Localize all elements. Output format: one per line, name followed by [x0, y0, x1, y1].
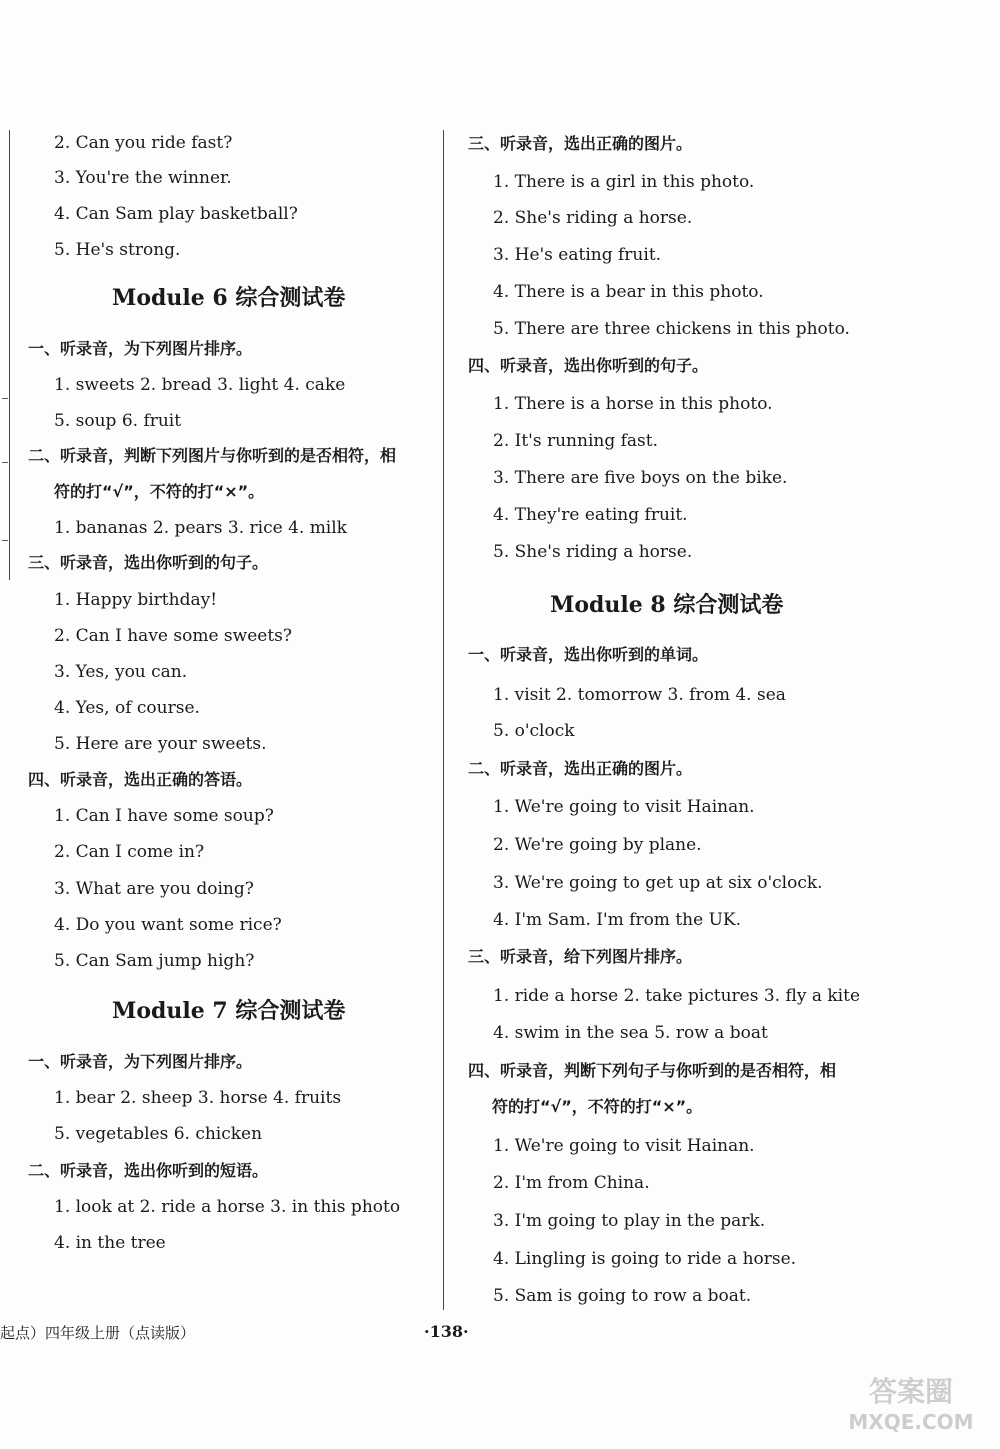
- section-heading: 四、听录音，判断下列句子与你听到的是否相符，相: [468, 1061, 837, 1080]
- watermark-url: MXQE.COM: [848, 1410, 974, 1434]
- list-item: 3. We're going to get up at six o'clock.: [493, 873, 823, 893]
- list-item: 5. vegetables 6. chicken: [54, 1124, 263, 1144]
- list-item: 2. She's riding a horse.: [493, 208, 693, 228]
- list-item: 5. She's riding a horse.: [493, 542, 693, 562]
- list-item: 3. Yes, you can.: [54, 662, 188, 682]
- margin-tick: [2, 462, 8, 463]
- list-item: 3. You're the winner.: [54, 168, 232, 188]
- list-item: 3. He's eating fruit.: [493, 245, 662, 265]
- list-item: 3. I'm going to play in the park.: [493, 1211, 766, 1231]
- list-item: 5. There are three chickens in this photo.: [493, 319, 850, 339]
- list-item: 1. visit 2. tomorrow 3. from 4. sea: [493, 685, 786, 705]
- list-item: 4. Do you want some rice?: [54, 915, 282, 935]
- list-item: 4. They're eating fruit.: [493, 505, 688, 525]
- list-item: 1. bear 2. sheep 3. horse 4. fruits: [54, 1088, 342, 1108]
- section-heading: 二、听录音，选出你听到的短语。: [28, 1161, 269, 1180]
- list-item: 3. There are five boys on the bike.: [493, 468, 788, 488]
- list-item: 1. We're going to visit Hainan.: [493, 1136, 755, 1156]
- module-title: Module 8 综合测试卷: [550, 592, 784, 618]
- list-item: 1. There is a horse in this photo.: [493, 394, 773, 414]
- watermark-logo: [836, 1367, 986, 1437]
- module-title: Module 7 综合测试卷: [112, 998, 346, 1024]
- column-divider: [443, 130, 444, 1310]
- list-item: 2. Can I come in?: [54, 842, 205, 862]
- list-item: 3. What are you doing?: [54, 879, 254, 899]
- section-heading: 二、听录音，选出正确的图片。: [468, 759, 693, 778]
- list-item: 1. There is a girl in this photo.: [493, 172, 755, 192]
- margin-tick: [2, 398, 8, 399]
- list-item: 5. Here are your sweets.: [54, 734, 267, 754]
- list-item: 2. It's running fast.: [493, 431, 659, 451]
- list-item: 1. look at 2. ride a horse 3. in this photo: [54, 1197, 401, 1217]
- section-heading: 一、听录音，为下列图片排序。: [28, 1052, 253, 1071]
- list-item: 5. Can Sam jump high?: [54, 951, 255, 971]
- section-heading: 三、听录音，选出你听到的句子。: [28, 553, 269, 572]
- section-heading: 一、听录音，为下列图片排序。: [28, 339, 253, 358]
- margin-tick: [2, 540, 8, 541]
- page-number: ·138·: [424, 1322, 469, 1341]
- section-heading: 一、听录音，选出你听到的单词。: [468, 645, 709, 664]
- list-item: 1. Happy birthday!: [54, 590, 218, 610]
- list-item: 1. Can I have some soup?: [54, 806, 274, 826]
- list-item: 2. Can you ride fast?: [54, 133, 233, 153]
- list-item: 5. o'clock: [493, 721, 575, 741]
- section-heading: 三、听录音，选出正确的图片。: [468, 134, 693, 153]
- list-item: 1. sweets 2. bread 3. light 4. cake: [54, 375, 346, 395]
- watermark-text: 答案圈: [868, 1375, 954, 1408]
- list-item: 4. Yes, of course.: [54, 698, 200, 718]
- section-heading: 二、听录音，判断下列图片与你听到的是否相符，相: [28, 446, 397, 465]
- section-heading: 四、听录音，选出正确的答语。: [28, 770, 253, 789]
- list-item: 5. He's strong.: [54, 240, 181, 260]
- left-margin-rule: [9, 130, 10, 580]
- list-item: 5. soup 6. fruit: [54, 411, 182, 431]
- list-item: 1. ride a horse 2. take pictures 3. fly a kite: [493, 986, 861, 1006]
- list-item: 4. in the tree: [54, 1233, 166, 1253]
- list-item: 4. I'm Sam. I'm from the UK.: [493, 910, 742, 930]
- list-item: 4. Lingling is going to ride a horse.: [493, 1249, 797, 1269]
- list-item: 4. Can Sam play basketball?: [54, 204, 298, 224]
- list-item: 5. Sam is going to row a boat.: [493, 1286, 752, 1306]
- section-heading-continued: 符的打“√”，不符的打“×”。: [492, 1097, 703, 1116]
- list-item: 4. swim in the sea 5. row a boat: [493, 1023, 768, 1043]
- list-item: 1. bananas 2. pears 3. rice 4. milk: [54, 518, 347, 538]
- list-item: 2. We're going by plane.: [493, 835, 702, 855]
- module-title: Module 6 综合测试卷: [112, 285, 346, 311]
- list-item: 2. I'm from China.: [493, 1173, 650, 1193]
- section-heading: 三、听录音，给下列图片排序。: [468, 947, 693, 966]
- list-item: 4. There is a bear in this photo.: [493, 282, 764, 302]
- section-heading: 四、听录音，选出你听到的句子。: [468, 356, 709, 375]
- section-heading-continued: 符的打“√”，不符的打“×”。: [54, 482, 265, 501]
- list-item: 2. Can I have some sweets?: [54, 626, 292, 646]
- list-item: 1. We're going to visit Hainan.: [493, 797, 755, 817]
- footer-book-title: 起点）四年级上册（点读版）: [0, 1324, 196, 1342]
